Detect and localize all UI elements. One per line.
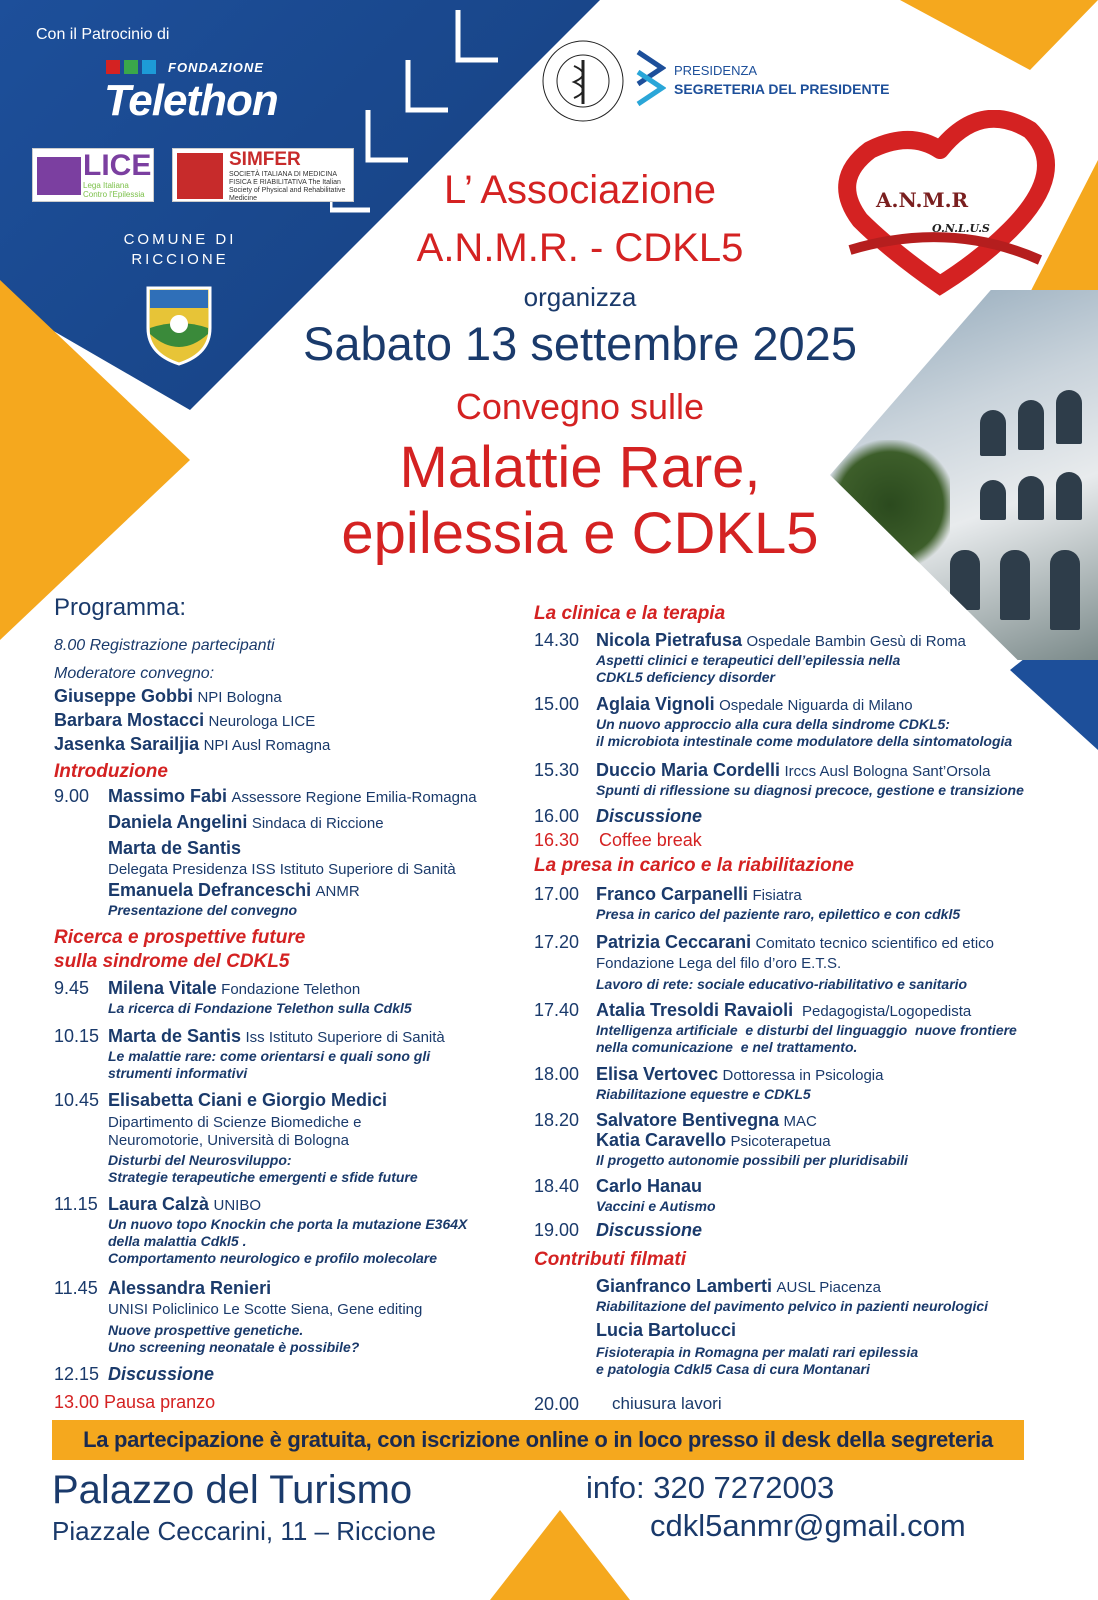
event-title-line-2: epilessia e CDKL5 — [341, 501, 819, 566]
time-slot: 20.00 — [534, 1394, 580, 1414]
closing-item: chiusura lavori — [612, 1394, 722, 1413]
speaker-pietrafusa: Nicola Pietrafusa Ospedale Bambin Gesù di Roma — [596, 630, 966, 650]
event-date: Sabato 13 settembre 2025 — [303, 317, 857, 370]
patronage-label: Con il Patrocinio di — [36, 26, 170, 43]
talk-title: Riabilitazione del pavimento pelvico in pazienti neurologici — [596, 1298, 989, 1314]
venue-name: Palazzo del Turismo — [52, 1468, 413, 1512]
talk-title: Un nuovo topo Knockin che porta la mutazione E364X della malattia Cdkl5 . Comportamento neurologico e profilo molecolare — [108, 1216, 468, 1266]
speaker-desantis-affiliation: Delegata Presidenza ISS Istituto Superiore di Sanità — [108, 861, 456, 878]
talk-title: Le malattie rare: come orientarsi e quali sono gli strumenti informativi — [108, 1048, 431, 1081]
speaker-renieri: Alessandra Renieri — [108, 1278, 272, 1298]
discussion-item: Discussione — [596, 806, 703, 826]
moderator-3: Jasenka Sarailjia NPI Ausl Romagna — [54, 734, 331, 754]
talk-title: Aspetti clinici e terapeutici dell’epilessia nella CDKL5 deficiency disorder — [596, 652, 901, 685]
time-slot: 17.20 — [534, 932, 580, 952]
time-slot: 12.15 — [54, 1364, 100, 1384]
section-ricerca: Ricerca e prospettive future sulla sindrome del CDKL5 — [54, 927, 306, 972]
talk-title: Il progetto autonomie possibili per pluridisabili — [596, 1152, 908, 1168]
registration-item: 8.00 Registrazione partecipanti — [54, 637, 275, 654]
presidenza-logo-icon — [636, 48, 666, 108]
section-contributi-filmati: Contributi filmati — [534, 1249, 686, 1270]
coffee-break: 16.30 Coffee break — [534, 830, 702, 850]
speaker-lamberti: Gianfranco Lamberti AUSL Piacenza — [596, 1276, 882, 1296]
time-slot: 19.00 — [534, 1220, 580, 1240]
talk-title: Presa in carico del paziente raro, epilettico e con cdkl5 — [596, 906, 961, 922]
event-title-line-1: Malattie Rare, — [399, 435, 761, 500]
telethon-logo — [104, 56, 290, 128]
speaker-bartolucci: Lucia Bartolucci — [596, 1320, 737, 1340]
time-slot: 9.00 — [54, 786, 90, 806]
speaker-fabi: Massimo Fabi Assessore Regione Emilia-Romagna — [108, 786, 477, 806]
telethon-small-label: FONDAZIONE — [168, 60, 264, 75]
time-slot: 18.00 — [534, 1064, 580, 1084]
speaker-angelini: Daniela Angelini Sindaca di Riccione — [108, 812, 384, 832]
telethon-big-label: Telethon — [104, 76, 278, 125]
time-slot: 15.30 — [534, 760, 580, 780]
speaker-affiliation: Fondazione Lega del filo d’oro E.T.S. — [596, 955, 842, 972]
talk-title: Fisioterapia in Romagna per malati rari epilessia e patologia Cdkl5 Casa di cura Montanari — [596, 1344, 919, 1377]
time-slot: 9.45 — [54, 978, 90, 998]
simfer-mark-icon — [177, 153, 223, 199]
time-slot: 10.45 — [54, 1090, 100, 1110]
time-slot: 15.00 — [534, 694, 580, 714]
programma-heading: Programma: — [54, 594, 187, 621]
lunch-break: 13.00 Pausa pranzo — [54, 1392, 216, 1412]
anmr-onlus: O.N.L.U.S — [932, 222, 990, 235]
banner-text: La partecipazione è gratuita, con iscrizione online o in loco presso il desk della segreteria — [83, 1427, 993, 1452]
section-presa-in-carico: La presa in carico e la riabilitazione — [534, 855, 854, 876]
contact-email: cdkl5anmr@gmail.com — [650, 1508, 966, 1543]
venue-address: Piazzale Ceccarini, 11 – Riccione — [52, 1516, 436, 1546]
convegno-label: Convegno sulle — [455, 386, 705, 427]
time-slot: 17.00 — [534, 884, 580, 904]
speaker-desantis: Marta de Santis — [108, 838, 242, 858]
speaker-vitale: Milena Vitale Fondazione Telethon — [108, 978, 361, 998]
free-participation-banner — [52, 1420, 1024, 1460]
discussion-item: Discussione — [596, 1220, 703, 1240]
section-clinica: La clinica e la terapia — [534, 603, 726, 624]
simfer-name: SIMFER — [229, 149, 301, 170]
anmr-name: A.N.M.R — [876, 188, 969, 212]
speaker-vignoli: Aglaia Vignoli Ospedale Niguarda di Milano — [596, 694, 913, 714]
speaker-ravaioli: Atalia Tresoldi Ravaioli Pedagogista/Logopedista — [596, 1000, 972, 1020]
talk-title: Presentazione del convegno — [108, 902, 298, 918]
time-slot: 17.40 — [534, 1000, 580, 1020]
association-line-1: L’ Associazione — [443, 168, 717, 212]
comune-riccione-label: COMUNE DI RICCIONE — [123, 231, 237, 268]
lice-wave-icon — [37, 157, 81, 195]
lice-sub: Lega Italiana Contro l'Epilessia — [83, 181, 145, 199]
speaker-carpanelli: Franco Carpanelli Fisiatra — [596, 884, 802, 904]
lice-logo — [32, 148, 154, 202]
presidenza-label: PRESIDENZA SEGRETERIA DEL PRESIDENTE — [674, 63, 890, 97]
speaker-ciani-medici: Elisabetta Ciani e Giorgio Medici — [108, 1090, 388, 1110]
organizza-label: organizza — [523, 282, 637, 312]
talk-title: Intelligenza artificiale e disturbi del linguaggio nuove frontiere nella comunicazione e nel trattamento. — [596, 1022, 1017, 1055]
discussion-item: Discussione — [108, 1364, 215, 1384]
speaker-desantis-2: Marta de Santis Iss Istituto Superiore di Sanità — [108, 1026, 445, 1046]
speaker-calza: Laura Calzà UNIBO — [108, 1194, 262, 1214]
talk-title: Disturbi del Neurosviluppo: Strategie terapeutiche emergenti e sfide future — [108, 1152, 418, 1185]
time-slot: 14.30 — [534, 630, 580, 650]
info-phone: info: 320 7272003 — [586, 1470, 835, 1505]
speaker-defranceschi: Emanuela Defranceschi ANMR — [108, 880, 360, 900]
speaker-hanau: Carlo Hanau — [596, 1176, 703, 1196]
talk-title: La ricerca di Fondazione Telethon sulla Cdkl5 — [108, 1000, 412, 1016]
speaker-affiliation: UNISI Policlinico Le Scotte Siena, Gene editing — [108, 1301, 423, 1318]
speaker-vertovec: Elisa Vertovec Dottoressa in Psicologia — [596, 1064, 884, 1084]
telethon-people-icon — [104, 56, 164, 78]
moderator-2: Barbara Mostacci Neurologa LICE — [54, 710, 316, 730]
time-slot: 11.45 — [54, 1278, 98, 1298]
iss-seal-icon — [540, 38, 626, 124]
orange-triangle-bottom — [490, 1510, 630, 1600]
moderator-1: Giuseppe Gobbi NPI Bologna — [54, 686, 282, 706]
speaker-bentivegna: Salvatore Bentivegna MAC — [596, 1110, 817, 1130]
moderator-label: Moderatore convegno: — [54, 665, 215, 682]
talk-title: Un nuovo approccio alla cura della sindrome CDKL5: il microbiota intestinale come modulatore della sintomatologia — [596, 716, 1013, 749]
lice-name: LICE — [83, 149, 152, 182]
talk-title: Nuove prospettive genetiche. Uno screening neonatale è possibile? — [108, 1322, 360, 1355]
orange-triangle-top-right — [900, 0, 1098, 70]
speaker-cordelli: Duccio Maria Cordelli Irccs Ausl Bologna Sant’Orsola — [596, 760, 991, 780]
simfer-sub: SOCIETÀ ITALIANA DI MEDICINA FISICA E RIABILITATIVA The Italian Society of Physical and Rehabilitative Medicine — [229, 171, 346, 202]
time-slot: 18.20 — [534, 1110, 580, 1130]
time-slot: 11.15 — [54, 1194, 98, 1214]
speaker-caravello: Katia Caravello Psicoterapetua — [596, 1130, 831, 1150]
talk-title: Vaccini e Autismo — [596, 1198, 716, 1214]
time-slot: 10.15 — [54, 1026, 100, 1046]
talk-title: Lavoro di rete: sociale educativo-riabilitativo e sanitario — [596, 976, 968, 992]
time-slot: 18.40 — [534, 1176, 580, 1196]
section-introduzione: Introduzione — [54, 761, 168, 782]
speaker-affiliation: Dipartimento di Scienze Biomediche e Neuromotorie, Università di Bologna — [108, 1114, 362, 1149]
speaker-ceccarani: Patrizia Ceccarani Comitato tecnico scientifico ed etico — [596, 932, 994, 952]
time-slot: 16.00 — [534, 806, 580, 826]
association-line-2: A.N.M.R. - CDKL5 — [416, 226, 744, 270]
talk-title: Spunti di riflessione su diagnosi precoce, gestione e transizione — [596, 782, 1024, 798]
talk-title: Riabilitazione equestre e CDKL5 — [596, 1086, 811, 1102]
